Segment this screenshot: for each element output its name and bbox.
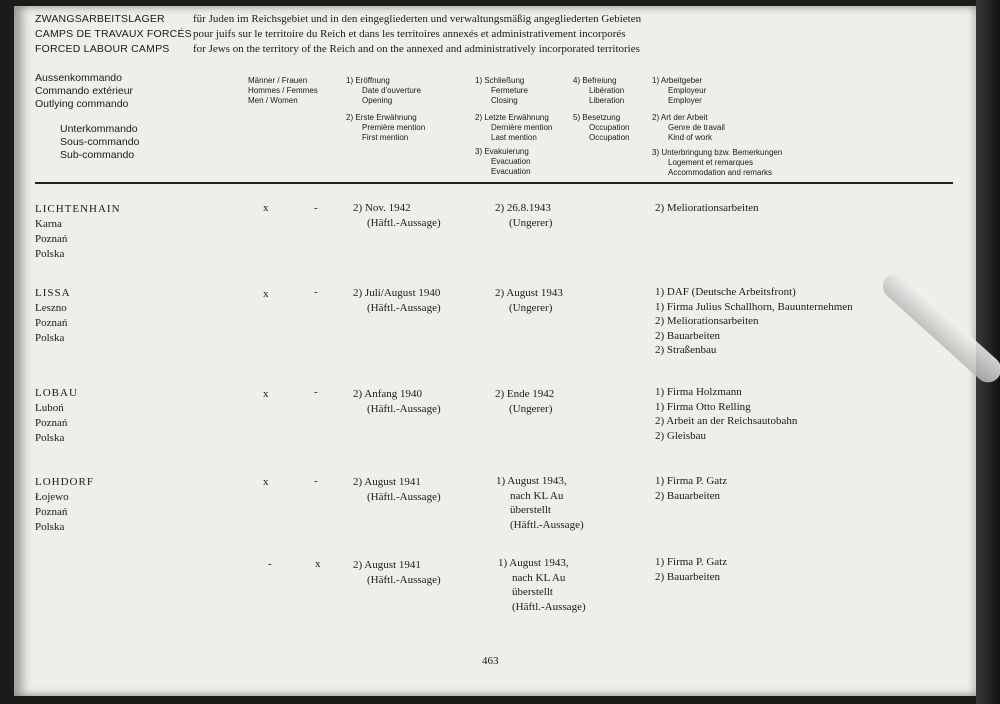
title-de: ZWANGSARBEITSLAGER [35,13,165,25]
camp-entry-lohdorf [35,475,94,535]
camp-entry-lissa [35,286,71,346]
camp-name: LOBAU [35,387,78,399]
women-mark: - [314,386,318,398]
camp-entry-lobau [35,386,78,446]
camp-region: Poznań [35,233,68,245]
men-women-header: Männer / Frauen Hommes / Femmes Men / Women [248,76,318,105]
camp-country: Polska [35,332,65,344]
camp-region: Poznań [35,506,68,518]
women-mark: - [314,202,318,214]
camp-place: Karna [35,218,62,230]
work-cell: 1) Firma P. Gatz 2) Bauarbeiten [655,475,728,502]
work-cell: 1) Firma P. Gatz 2) Bauarbeiten [655,556,728,583]
sub-commando-label: Unterkommando Sous-commando Sub-commando [60,123,140,161]
camp-place: Leszno [35,302,67,314]
camp-place: Łojewo [35,491,69,503]
evacuation-header: 3) Evakuierung Evacuation Evacuation [475,147,531,176]
work-cell: 2) Meliorationsarbeiten [655,202,759,214]
closing-cell: 2) Ende 1942 (Ungerer) [495,388,555,415]
first-mention-header: 2) Erste Erwähnung Première mention First mention [346,113,426,142]
men-mark: x [263,202,269,214]
camp-name: LISSA [35,287,71,299]
closing-cell: 2) 26.8.1943 (Ungerer) [495,202,553,229]
women-mark: x [315,558,321,570]
camp-entry-lichtenhain [35,202,121,262]
opening-cell: 2) Juli/August 1940 (Häftl.-Aussage) [353,287,441,314]
header-titles [35,12,192,57]
employer-header: 1) Arbeitgeber Employeur Employer [652,76,707,105]
women-mark: - [314,475,318,487]
camp-country: Polska [35,432,65,444]
camp-name: LICHTENHAIN [35,203,121,215]
men-mark: x [263,388,269,400]
opening-cell: 2) August 1941 (Häftl.-Aussage) [353,559,441,586]
camp-region: Poznań [35,417,68,429]
page-number: 463 [482,655,499,667]
accommodation-header: 3) Unterbringung bzw. Bemerkungen Logement et remarques Accommodation and remarks [652,148,783,177]
work-cell: 1) DAF (Deutsche Arbeitsfront) 1) Firma Julius Schallhorn, Bauunternehmen 2) Meliorationsarbeiten 2) Bauarbeiten 2) Straßenbau [655,286,853,356]
closing-cell: 1) August 1943, nach KL Au überstellt (Häftl.-Aussage) [496,475,584,531]
men-mark: x [263,476,269,488]
men-mark: x [263,288,269,300]
last-mention-header: 2) Letzte Erwähnung Dernière mention Last mention [475,113,553,142]
camp-country: Polska [35,248,65,260]
work-cell: 1) Firma Holzmann 1) Firma Otto Relling 2) Arbeit an der Reichsautobahn 2) Gleisbau [655,386,798,442]
outlying-commando-label: Aussenkommando Commando extérieur Outlying commando [35,72,134,110]
closing-header: 1) Schließung Fermeture Closing [475,76,528,105]
men-mark: - [268,558,272,570]
camp-country: Polska [35,521,65,533]
desc-en: for Jews on the territory of the Reich and on the annexed and administratively incorporated territories [193,43,640,55]
women-mark: - [314,286,318,298]
title-fr: CAMPS DE TRAVAUX FORCÉS [35,28,192,40]
opening-header: 1) Eröffnung Date d'ouverture Opening [346,76,421,105]
opening-cell: 2) August 1941 (Häftl.-Aussage) [353,476,441,503]
occupation-header: 5) Besetzung Occupation Occupation [573,113,630,142]
opening-cell: 2) Nov. 1942 (Häftl.-Aussage) [353,202,441,229]
work-header: 2) Art der Arbeit Genre de travail Kind of work [652,113,725,142]
closing-cell: 1) August 1943, nach KL Au überstellt (Häftl.-Aussage) [498,557,586,613]
camp-place: Luboń [35,402,64,414]
opening-cell: 2) Anfang 1940 (Häftl.-Aussage) [353,388,441,415]
closing-cell: 2) August 1943 (Ungerer) [495,287,563,314]
camp-name: LOHDORF [35,476,94,488]
desc-de: für Juden im Reichsgebiet und in den eingegliederten und verwaltungsmäßig angegliederten Gebieten [193,13,642,25]
title-en: FORCED LABOUR CAMPS [35,43,170,55]
camp-region: Poznań [35,317,68,329]
header-description [193,12,641,57]
liberation-header: 4) Befreiung Libération Liberation [573,76,625,105]
header-divider [35,182,953,184]
desc-fr: pour juifs sur le territoire du Reich et dans les territoires annexés et administrativement incorporés [193,28,626,40]
